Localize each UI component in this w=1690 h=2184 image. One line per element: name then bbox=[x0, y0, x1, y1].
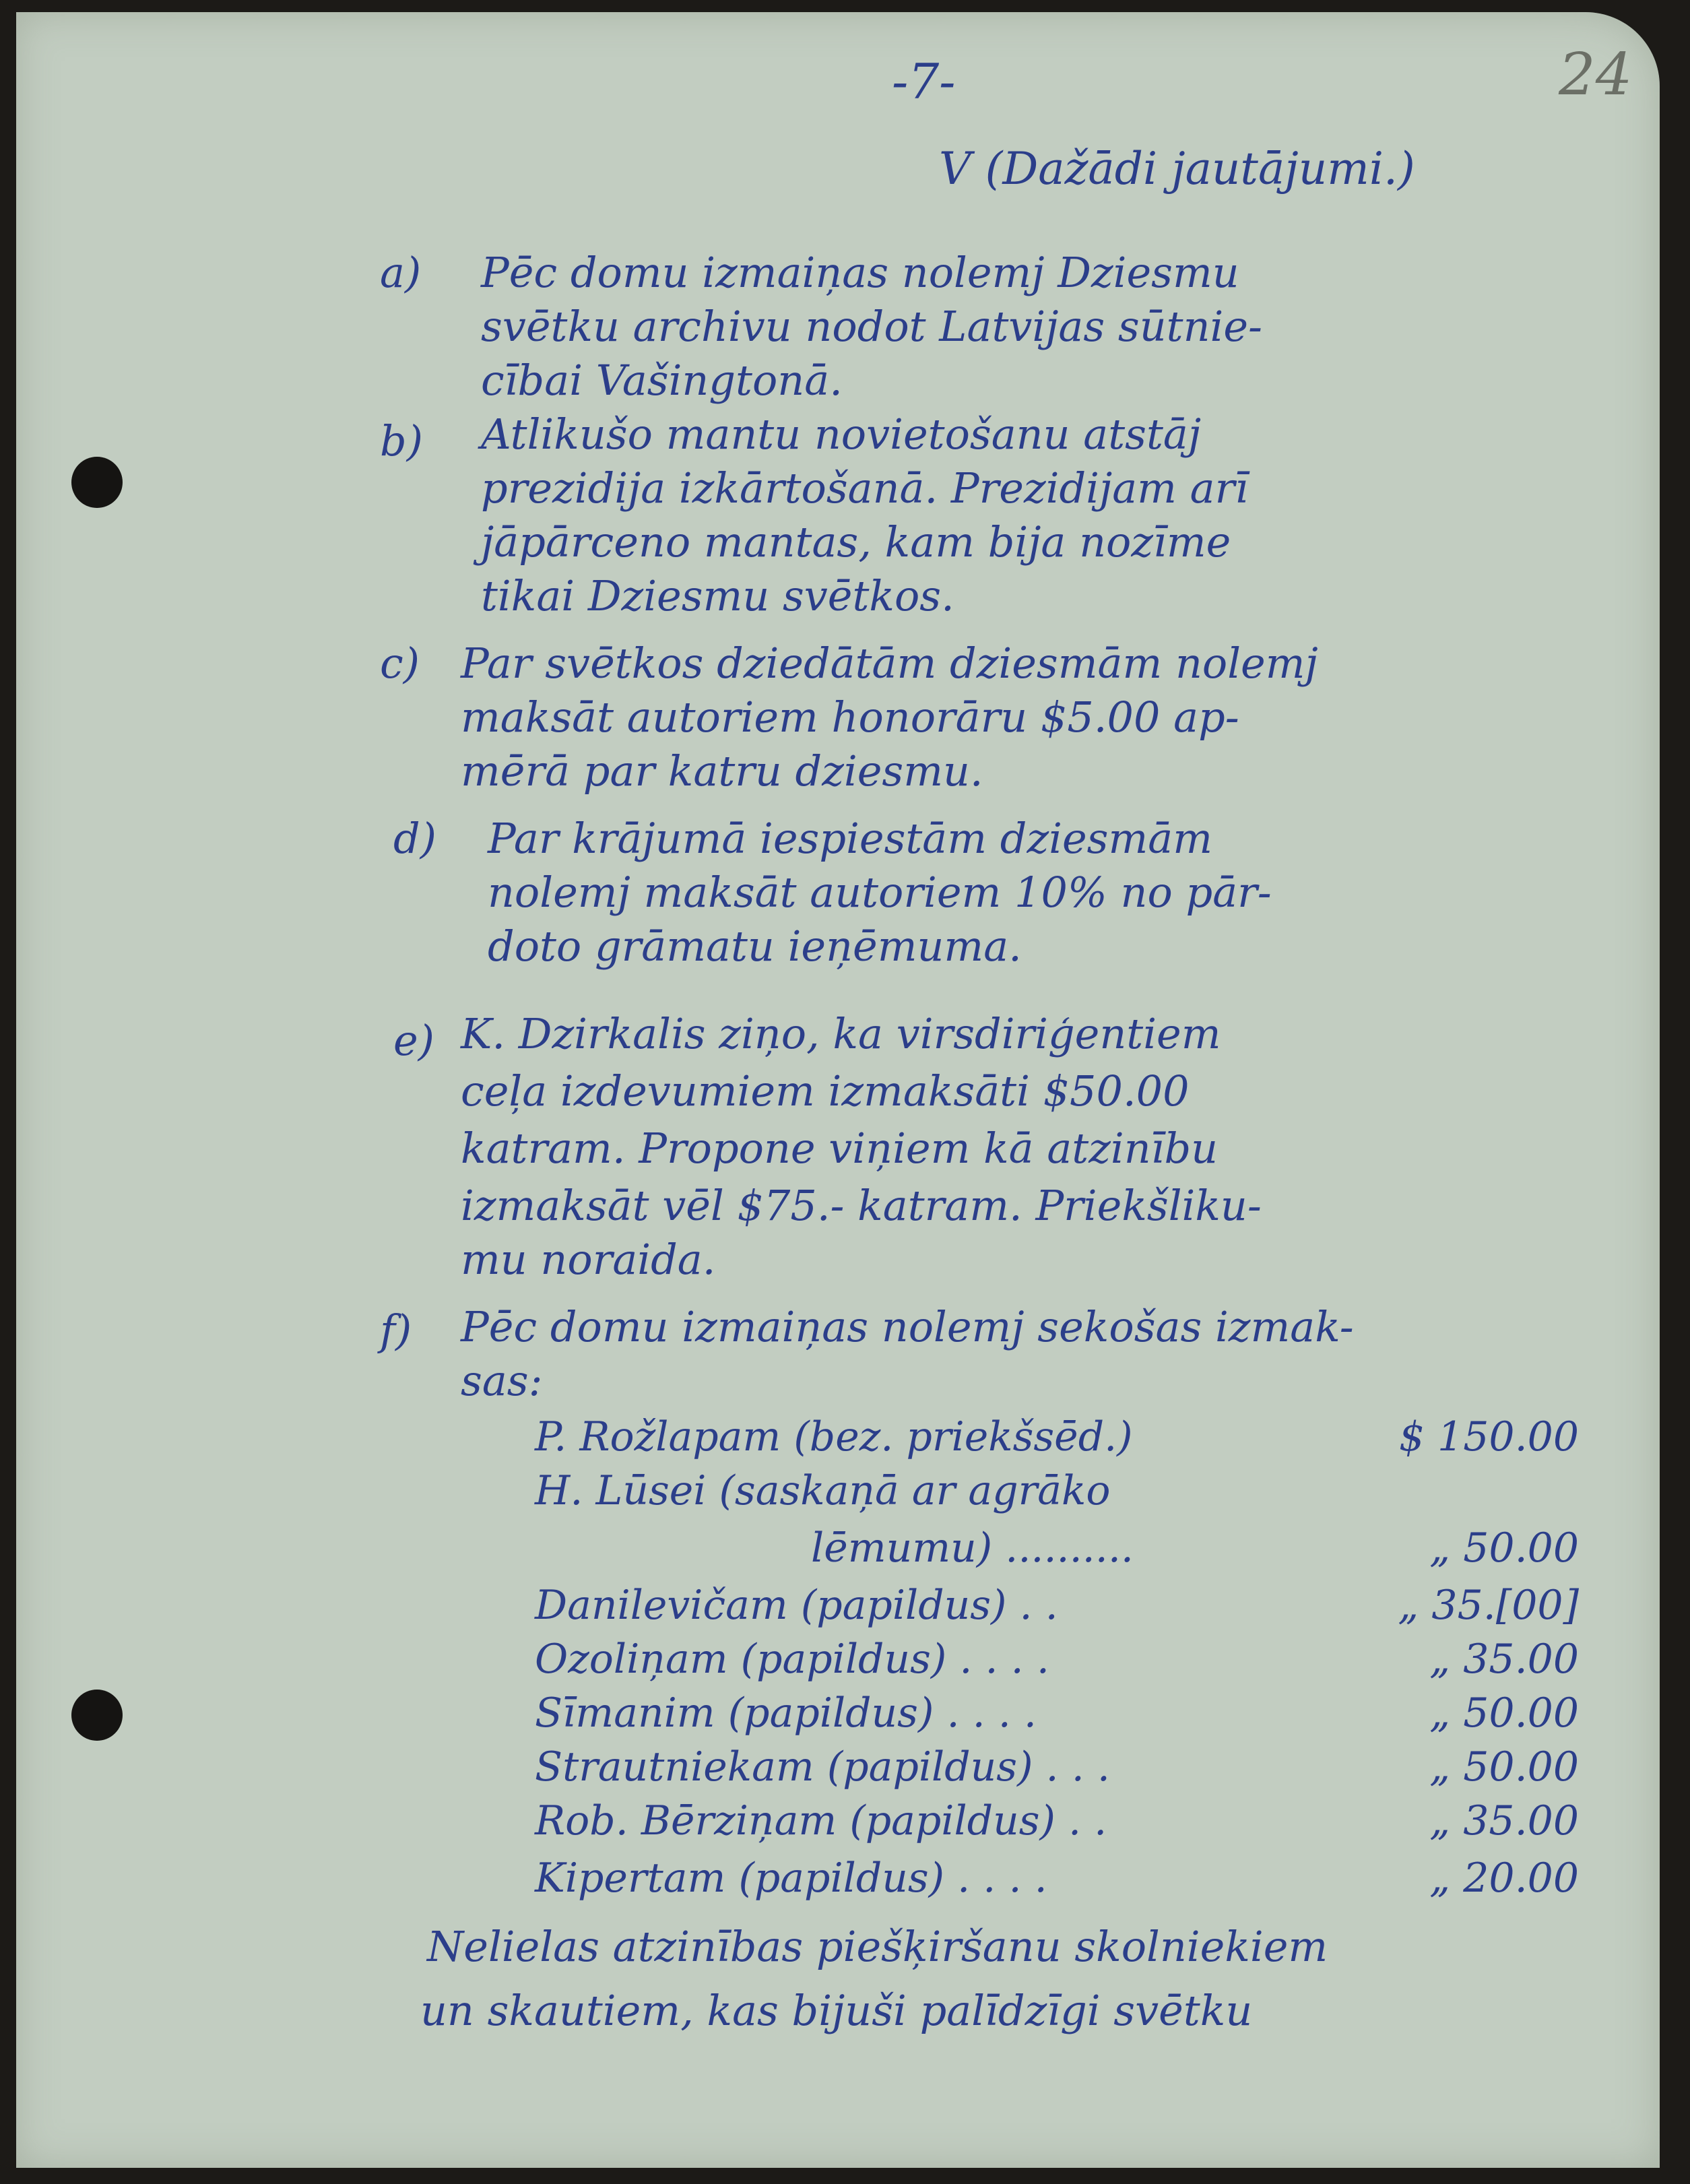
payment-name: lēmumu) .......... bbox=[811, 1524, 1134, 1572]
item-marker-d: d) bbox=[393, 814, 436, 863]
punch-hole-top bbox=[71, 457, 123, 508]
item-a-line-1: Pēc domu izmaiņas nolemj Dziesmu bbox=[481, 248, 1239, 297]
item-marker-e: e) bbox=[393, 1016, 434, 1065]
document-sheet bbox=[16, 12, 1660, 2168]
payment-amount: „ 20.00 bbox=[1429, 1855, 1579, 1902]
closing-line-1: Nelielas atzinības piešķiršanu skolniekiem bbox=[427, 1922, 1328, 1971]
item-c-line-3: mērā par katru dziesmu. bbox=[461, 746, 983, 796]
payment-amount: „ 50.00 bbox=[1429, 1690, 1579, 1737]
payment-name: Strautniekam (papildus) . . . bbox=[535, 1743, 1110, 1791]
punch-hole-bottom bbox=[71, 1690, 123, 1741]
payment-name: H. Lūsei (saskaņā ar agrāko bbox=[535, 1467, 1111, 1514]
payment-name: Sīmanim (papildus) . . . . bbox=[535, 1690, 1037, 1737]
item-marker-c: c) bbox=[380, 639, 420, 688]
payment-name: P. Rožlapam (bez. priekšsēd.) bbox=[535, 1413, 1133, 1460]
payment-name: Danilevičam (papildus) . . bbox=[535, 1582, 1058, 1629]
item-b-line-1: Atlikušo mantu novietošanu atstāj bbox=[481, 410, 1202, 459]
payment-amount: „ 50.00 bbox=[1429, 1743, 1579, 1791]
payment-amount: „ 35.[00] bbox=[1398, 1582, 1579, 1629]
section-heading: V (Dažādi jautājumi.) bbox=[939, 143, 1415, 195]
item-e-line-2: ceļa izdevumiem izmaksāti $50.00 bbox=[461, 1066, 1190, 1116]
item-d-line-2: nolemj maksāt autoriem 10% no pār- bbox=[488, 868, 1272, 917]
item-a-line-2: svētku archivu nodot Latvijas sūtnie- bbox=[481, 302, 1262, 351]
payment-name: Rob. Bērziņam (papildus) . . bbox=[535, 1797, 1107, 1844]
closing-line-2: un skautiem, kas bijuši palīdzīgi svētku bbox=[420, 1986, 1253, 2035]
archive-number: 24 bbox=[1559, 41, 1633, 108]
payment-amount: „ 35.00 bbox=[1429, 1636, 1579, 1683]
item-b-line-2: prezidija izkārtošanā. Prezidijam arī bbox=[481, 463, 1249, 513]
item-f-line-2: sas: bbox=[461, 1356, 543, 1405]
item-marker-f: f) bbox=[380, 1306, 412, 1355]
item-b-line-3: jāpārceno mantas, kam bija nozīme bbox=[481, 517, 1231, 567]
item-e-line-5: mu noraida. bbox=[461, 1235, 716, 1284]
item-f-line-1: Pēc domu izmaiņas nolemj sekošas izmak- bbox=[461, 1302, 1354, 1351]
payment-name: Ozoliņam (papildus) . . . . bbox=[535, 1636, 1049, 1683]
item-marker-b: b) bbox=[380, 416, 423, 465]
item-marker-a: a) bbox=[380, 248, 422, 297]
item-d-line-1: Par krājumā iespiestām dziesmām bbox=[488, 814, 1213, 863]
item-e-line-3: katram. Propone viņiem kā atzinību bbox=[461, 1124, 1218, 1173]
item-b-line-4: tikai Dziesmu svētkos. bbox=[481, 571, 954, 620]
payment-amount: $ 150.00 bbox=[1398, 1413, 1579, 1460]
payment-name: Kipertam (papildus) . . . . bbox=[535, 1855, 1047, 1902]
item-e-line-1: K. Dzirkalis ziņo, ka virsdiriģentiem bbox=[461, 1009, 1221, 1058]
item-d-line-3: doto grāmatu ieņēmuma. bbox=[488, 922, 1022, 971]
item-c-line-2: maksāt autoriem honorāru $5.00 ap- bbox=[461, 693, 1239, 742]
item-c-line-1: Par svētkos dziedātām dziesmām nolemj bbox=[461, 639, 1318, 688]
item-e-line-4: izmaksāt vēl $75.- katram. Priekšliku- bbox=[461, 1181, 1262, 1230]
item-a-line-3: cībai Vašingtonā. bbox=[481, 356, 843, 405]
payment-amount: „ 50.00 bbox=[1429, 1524, 1579, 1572]
page-number: -7- bbox=[892, 53, 956, 110]
payment-amount: „ 35.00 bbox=[1429, 1797, 1579, 1844]
